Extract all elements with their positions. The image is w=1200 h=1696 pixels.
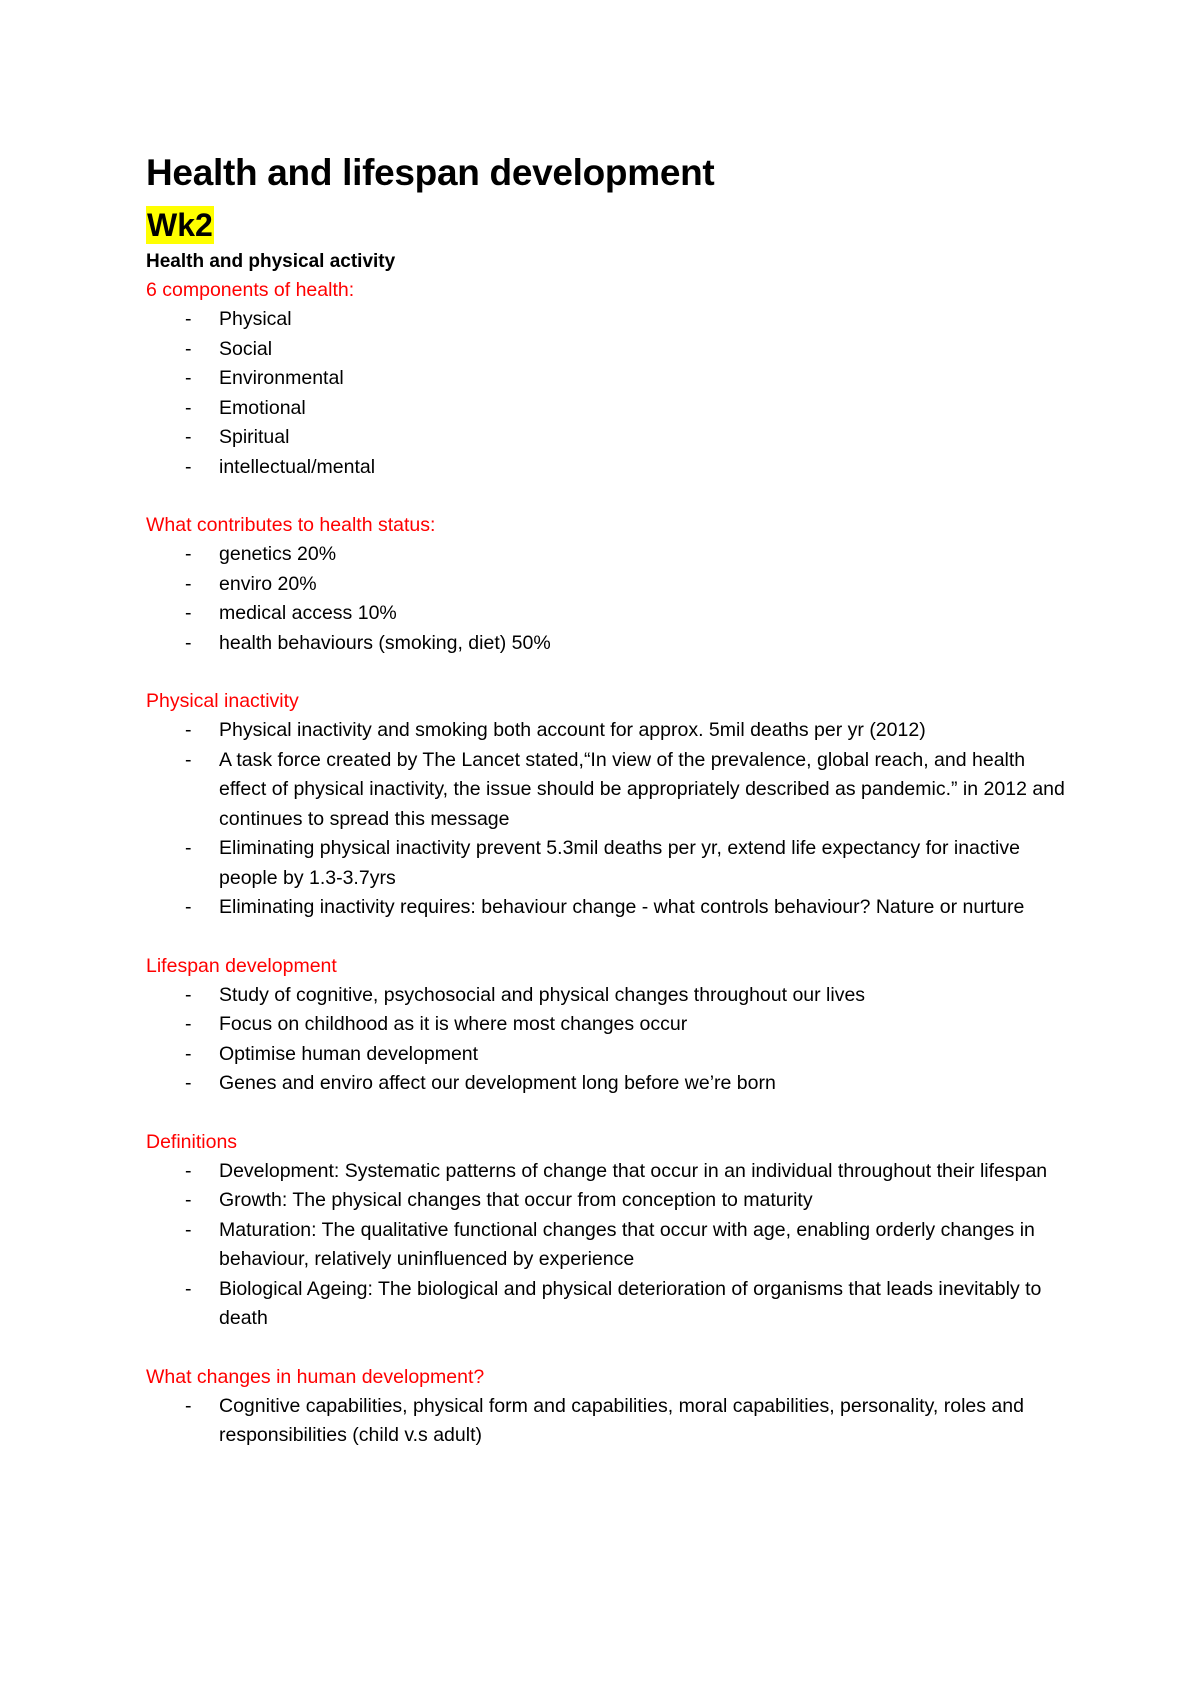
- list-item: - Environmental: [146, 364, 1076, 394]
- section-heading: What changes in human development?: [146, 1365, 485, 1388]
- list-item: - Social: [146, 335, 1076, 365]
- section-physical-inactivity: [146, 687, 1076, 923]
- bullet-list: [146, 1157, 1076, 1334]
- list-item: - Physical: [146, 305, 1076, 335]
- bullet-list: [146, 716, 1076, 923]
- list-item: - Optimise human development: [146, 1040, 1076, 1070]
- list-item: - intellectual/mental: [146, 453, 1076, 483]
- list-item: - Physical inactivity and smoking both account for approx. 5mil deaths per yr (2012): [146, 716, 1076, 746]
- bullet-list: [146, 981, 1076, 1099]
- section-changes-in-development: [146, 1363, 1076, 1451]
- section-heading: Physical inactivity: [146, 690, 299, 712]
- list-item: - Cognitive capabilities, physical form and capabilities, moral capabilities, personality, roles and responsibilities (child v.s adult): [146, 1392, 1076, 1451]
- list-item: - Spiritual: [146, 423, 1076, 453]
- section-heading: Lifespan development: [146, 954, 337, 977]
- list-item: - Focus on childhood as it is where most changes occur: [146, 1010, 1076, 1040]
- list-item: - genetics 20%: [146, 540, 1076, 570]
- document-page: [146, 150, 1076, 1451]
- section-components-of-health: [146, 276, 1076, 482]
- section-heading: 6 components of health:: [146, 279, 355, 301]
- section-heading: What contributes to health status:: [146, 514, 436, 536]
- list-item: - Emotional: [146, 394, 1076, 424]
- list-item: - Development: Systematic patterns of change that occur in an individual throughout their lifespan: [146, 1157, 1076, 1187]
- section-heading: Definitions: [146, 1130, 238, 1153]
- list-item: - A task force created by The Lancet stated,“In view of the prevalence, global reach, and health effect of physical inactivity, the issue should be appropriately described as pandemic.” in 2012 and continues to spread this message: [146, 746, 1076, 835]
- subheading: Health and physical activity: [146, 251, 396, 272]
- bullet-list: [146, 1392, 1076, 1451]
- list-item: - Biological Ageing: The biological and physical deterioration of organisms that leads inevitably to death: [146, 1275, 1076, 1334]
- list-item: - Genes and enviro affect our development long before we’re born: [146, 1069, 1076, 1099]
- week-row: [146, 196, 1076, 244]
- bullet-list: [146, 305, 1076, 482]
- list-item: - Eliminating inactivity requires: behaviour change - what controls behaviour? Nature or nurture: [146, 893, 1076, 923]
- section-health-status: [146, 511, 1076, 658]
- week-label-highlighted: Wk2: [147, 207, 213, 243]
- document-title: Health and lifespan development: [146, 152, 715, 193]
- list-item: - Eliminating physical inactivity prevent 5.3mil deaths per yr, extend life expectancy for inactive people by 1.3-3.7yrs: [146, 834, 1076, 893]
- section-lifespan-development: [146, 952, 1076, 1099]
- list-item: - Study of cognitive, psychosocial and physical changes throughout our lives: [146, 981, 1076, 1011]
- list-item: - enviro 20%: [146, 570, 1076, 600]
- bullet-list: [146, 540, 1076, 658]
- list-item: - health behaviours (smoking, diet) 50%: [146, 629, 1076, 659]
- list-item: - Growth: The physical changes that occur from conception to maturity: [146, 1186, 1076, 1216]
- list-item: - medical access 10%: [146, 599, 1076, 629]
- section-definitions: [146, 1128, 1076, 1334]
- list-item: - Maturation: The qualitative functional changes that occur with age, enabling orderly changes in behaviour, relatively uninfluenced by experience: [146, 1216, 1076, 1275]
